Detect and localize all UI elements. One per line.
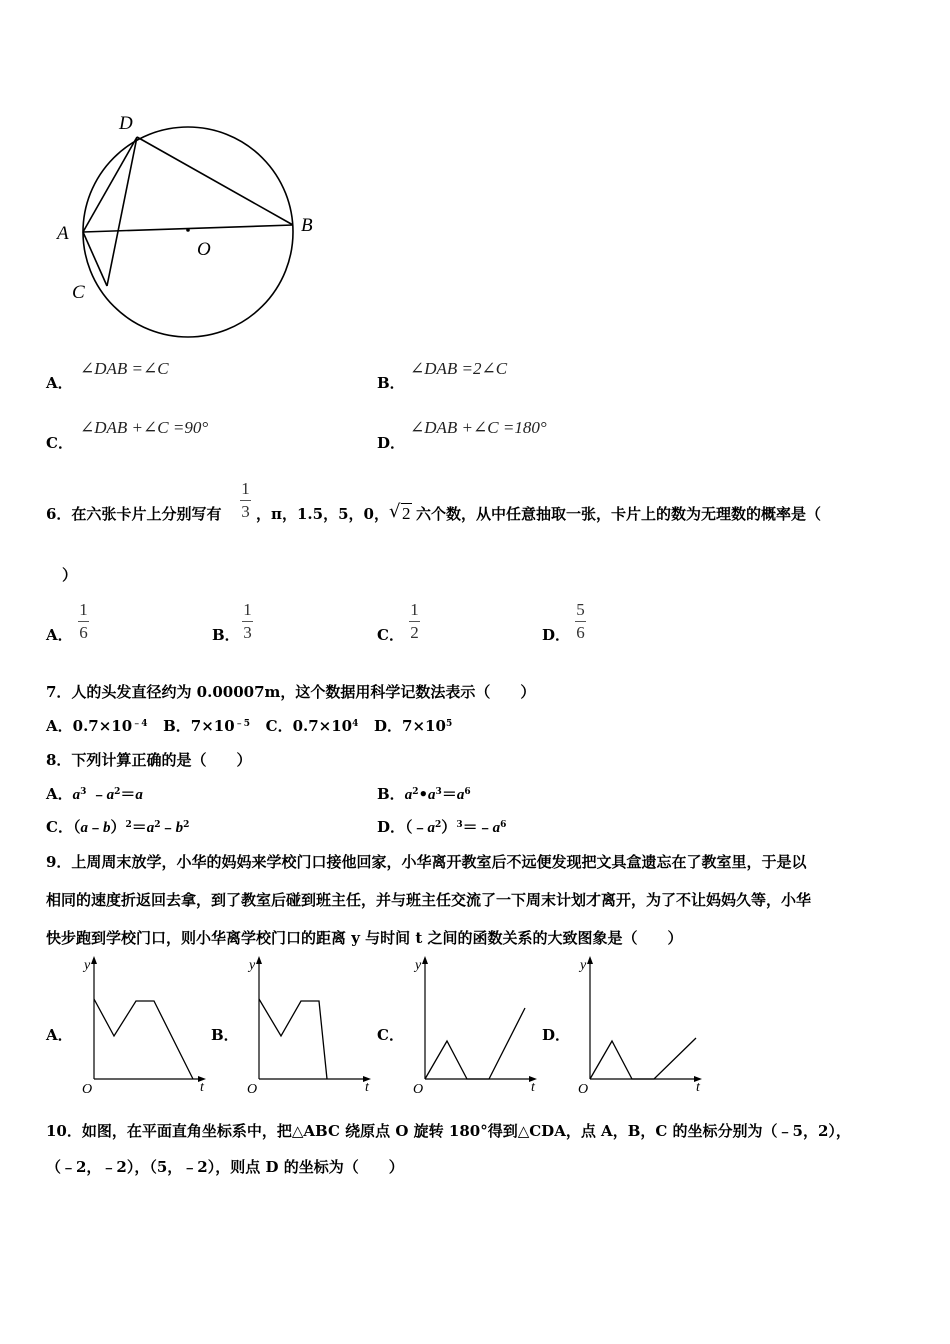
q5-option-a-expr: ∠DAB =∠C bbox=[80, 359, 169, 378]
t-axis-label: t bbox=[365, 1080, 369, 1095]
q6-option-a-bar bbox=[78, 621, 89, 622]
q7-option-a: A．0.7×10 bbox=[46, 717, 133, 735]
q7-option-d-exp: 5 bbox=[445, 719, 453, 729]
q9-graph-d bbox=[569, 953, 706, 1095]
q9-line-1: 9．上周周末放学，小华的妈妈来学校门口接他回家，小华离开教室后不远便发现把文具盒遗忘在了教室里，于是以 bbox=[46, 853, 807, 871]
label-O: O bbox=[197, 239, 211, 260]
q5-option-c-label: C． bbox=[46, 434, 73, 452]
label-A: A bbox=[57, 223, 69, 244]
q6-option-c-den: 2 bbox=[410, 623, 419, 642]
q9-graph-a bbox=[73, 953, 210, 1095]
q6-option-d-bar bbox=[575, 621, 586, 622]
q9-option-b-label: B． bbox=[211, 1026, 239, 1044]
q8-option-d: D．$(﹣a^2)^3=﹣a^6$ bbox=[377, 818, 507, 836]
q8-option-c-label: C． bbox=[46, 818, 73, 836]
q8-option-d-label: D． bbox=[377, 818, 406, 836]
q5-option-d-expr: ∠DAB +∠C =180° bbox=[410, 418, 547, 437]
q10-line-1: 10．如图，在平面直角坐标系中，把△ABC 绕原点 O 旋转 180°得到△CDA，点 A，B，C 的坐标分别为（﹣5，2）， bbox=[46, 1122, 851, 1140]
t-axis-label: t bbox=[200, 1080, 204, 1095]
y-axis-label: y bbox=[84, 958, 91, 973]
q9-line-3: 快步跑到学校门口，则小华离学校门口的距离 y 与时间 t 之间的函数关系的大致图象是（ ） bbox=[46, 929, 683, 947]
graph-line bbox=[94, 999, 193, 1079]
q9-graph-b bbox=[238, 953, 375, 1095]
q7-option-b: B．7×10 bbox=[163, 717, 235, 735]
q6-option-b-label: B． bbox=[212, 626, 240, 644]
label-B: B bbox=[301, 215, 313, 236]
y-axis-label: y bbox=[249, 958, 256, 973]
q6-option-d-frac bbox=[575, 601, 586, 642]
q7-options bbox=[46, 715, 452, 737]
q6-option-a-frac bbox=[78, 601, 89, 642]
q8-option-a-label: A． bbox=[46, 785, 73, 803]
origin-label: O bbox=[578, 1082, 589, 1095]
q8-option-c: C．$(a﹣b)^2=a^2﹣b^2$ bbox=[46, 818, 190, 836]
q7-option-c: C．0.7×10 bbox=[265, 717, 353, 735]
graph-line bbox=[590, 1038, 696, 1079]
q6-fraction bbox=[240, 480, 251, 521]
q9-option-c-label: C． bbox=[377, 1026, 404, 1044]
chord-DB bbox=[137, 137, 293, 225]
q8-option-a: A．$a^3$ $﹣a^2=a$ bbox=[46, 785, 143, 803]
q6-text-start: 6．在六张卡片上分别写有 bbox=[46, 505, 222, 523]
q6-option-d-num: 5 bbox=[576, 600, 585, 619]
y-axis-label: y bbox=[415, 958, 422, 973]
q9-option-a-label: A． bbox=[46, 1026, 73, 1044]
t-axis-label: t bbox=[696, 1080, 700, 1095]
q6-close-paren: ） bbox=[62, 566, 78, 584]
q6-option-b-num: 1 bbox=[243, 600, 252, 619]
y-axis-label: y bbox=[580, 958, 587, 973]
t-axis-label: t bbox=[531, 1080, 535, 1095]
y-axis-arrow bbox=[422, 956, 428, 964]
q7-option-c-exp: 4 bbox=[352, 719, 359, 729]
q5-option-b-expr: ∠DAB =2∠C bbox=[410, 359, 508, 378]
q8-option-b-label: B． bbox=[377, 785, 405, 803]
q5-option-a-label: A． bbox=[46, 374, 73, 392]
q6-option-a-num: 1 bbox=[79, 600, 88, 619]
q7-option-a-exp: ﹣4 bbox=[132, 719, 148, 729]
q6-option-a-label: A． bbox=[46, 626, 73, 644]
circle-figure bbox=[50, 105, 340, 350]
q6-option-c-label: C． bbox=[377, 626, 404, 644]
q5-option-d-label: D． bbox=[377, 434, 406, 452]
q7-question: 7．人的头发直径约为 0.00007m，这个数据用科学记数法表示（ ） bbox=[46, 683, 536, 701]
graph-line bbox=[259, 999, 327, 1079]
q8-question: 8．下列计算正确的是（ ） bbox=[46, 751, 252, 769]
label-D: D bbox=[119, 113, 133, 134]
q6-option-b-bar bbox=[242, 621, 253, 622]
q6-frac-bar bbox=[240, 500, 251, 501]
q10-line-2: （﹣2，﹣2），（5，﹣2），则点 D 的坐标为（ ） bbox=[46, 1158, 404, 1176]
q6-option-c-frac bbox=[409, 601, 420, 642]
q6-option-d-label: D． bbox=[542, 626, 571, 644]
q6-frac-den: 3 bbox=[241, 502, 250, 521]
q6-option-c-bar bbox=[409, 621, 420, 622]
q8-option-b: B．$a^2•a^3=a^6$ bbox=[377, 785, 471, 803]
y-axis-arrow bbox=[587, 956, 593, 964]
origin-label: O bbox=[82, 1082, 93, 1095]
center-point bbox=[186, 228, 190, 232]
q5-option-b-label: B． bbox=[377, 374, 405, 392]
q5-option-c-expr: ∠DAB +∠C =90° bbox=[80, 418, 209, 437]
q6-sqrt-value: 2 bbox=[402, 504, 411, 523]
y-axis-arrow bbox=[256, 956, 262, 964]
q6-option-a-den: 6 bbox=[79, 623, 88, 642]
origin-label: O bbox=[247, 1082, 258, 1095]
label-C: C bbox=[72, 282, 85, 303]
q6-option-b-den: 3 bbox=[243, 623, 252, 642]
chord-AD bbox=[83, 137, 137, 232]
q6-text-mid: ，π，1.5，5，0， bbox=[256, 505, 389, 523]
q6-option-d-den: 6 bbox=[576, 623, 585, 642]
q6-text-end: 六个数，从中任意抽取一张，卡片上的数为无理数的概率是（ bbox=[416, 505, 822, 523]
q6-frac-num: 1 bbox=[241, 479, 250, 498]
q6-option-b-frac bbox=[242, 601, 253, 642]
q9-line-2: 相同的速度折返回去拿，到了教室后碰到班主任，并与班主任交流了一下周末计划才离开，为了不让妈妈久等，小华 bbox=[46, 891, 812, 909]
y-axis-arrow bbox=[91, 956, 97, 964]
q6-sqrt-icon: √ bbox=[389, 501, 401, 522]
q9-option-d-label: D． bbox=[542, 1026, 571, 1044]
circle-outline bbox=[83, 127, 293, 337]
graph-line bbox=[425, 1008, 525, 1079]
origin-label: O bbox=[413, 1082, 424, 1095]
q7-option-b-exp: ﹣5 bbox=[234, 719, 250, 729]
q6-option-c-num: 1 bbox=[410, 600, 419, 619]
q9-graph-c bbox=[404, 953, 541, 1095]
q7-option-d: D．7×10 bbox=[374, 717, 446, 735]
